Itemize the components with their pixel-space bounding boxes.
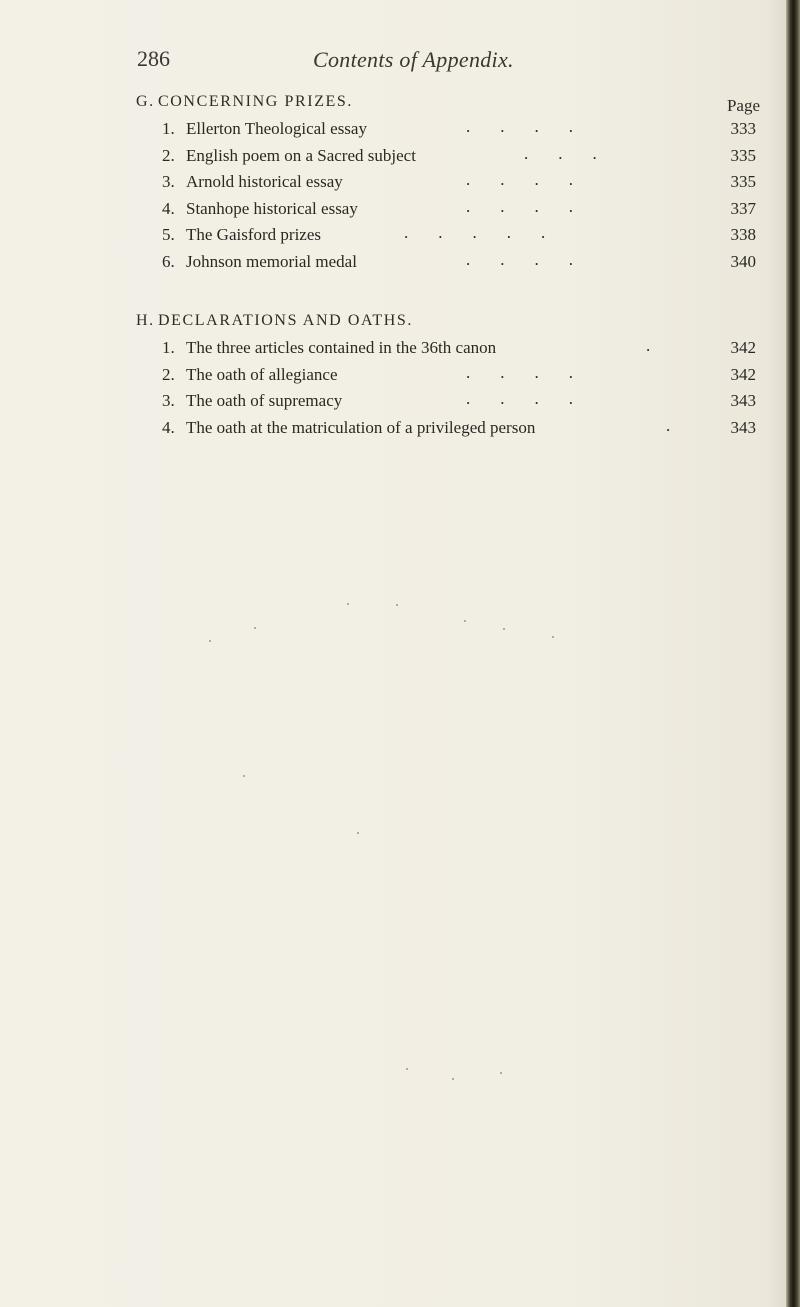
entry-title: The Gaisford prizes xyxy=(186,225,322,244)
entry-number: 5. xyxy=(162,225,175,244)
leader-dots: ... xyxy=(524,143,627,163)
book-binding-edge xyxy=(786,0,800,1307)
page-number: 286 xyxy=(137,46,170,71)
section-declarations-and-oaths xyxy=(136,307,766,441)
running-head xyxy=(137,46,757,76)
entry-page: 333 xyxy=(730,119,756,138)
entry-page: 342 xyxy=(730,364,756,384)
entry-page: 337 xyxy=(730,198,756,218)
section-letter: H. xyxy=(136,312,155,329)
list-item xyxy=(136,143,766,170)
entry-page: 342 xyxy=(730,338,756,357)
section-title: CONCERNING PRIZES. xyxy=(158,93,354,110)
leader-dots: . xyxy=(666,415,701,435)
section-title: DECLARATIONS AND OATHS. xyxy=(158,312,414,329)
entry-page: 343 xyxy=(730,391,756,410)
list-item xyxy=(136,388,766,415)
list-item xyxy=(136,362,766,389)
entry-title: The oath of supremacy xyxy=(186,391,343,410)
entry-number: 3. xyxy=(162,391,175,410)
page-column-label: Page xyxy=(726,96,760,115)
section-letter: G. xyxy=(136,93,155,110)
leader-dots: ..... xyxy=(404,223,576,242)
leader-dots: .... xyxy=(466,362,603,382)
entry-page: 340 xyxy=(730,251,756,271)
entry-number: 1. xyxy=(162,338,175,357)
section-heading xyxy=(136,88,766,116)
entry-number: 3. xyxy=(162,172,175,191)
list-item xyxy=(136,335,766,362)
leader-dots: .... xyxy=(466,170,603,189)
entry-page: 335 xyxy=(730,172,756,191)
list-item xyxy=(136,222,766,249)
leader-dots: .... xyxy=(466,196,603,216)
entry-number: 1. xyxy=(162,119,175,138)
leader-dots: .... xyxy=(466,249,603,269)
entry-page: 338 xyxy=(730,225,756,244)
leader-dots: .... xyxy=(466,389,603,408)
leader-dots: .... xyxy=(466,117,603,136)
list-item xyxy=(136,249,766,276)
entry-number: 2. xyxy=(162,364,175,384)
entry-title: Ellerton Theological essay xyxy=(186,119,367,138)
running-head-title: Contents of Appendix. xyxy=(313,47,514,72)
list-item xyxy=(136,196,766,223)
entry-page: 343 xyxy=(730,417,756,437)
list-item xyxy=(136,116,766,143)
entry-number: 4. xyxy=(162,198,175,218)
entry-title: Arnold historical essay xyxy=(186,172,343,191)
entry-title: Johnson memorial medal xyxy=(186,251,357,271)
leader-dots: . xyxy=(646,336,681,355)
list-item xyxy=(136,169,766,196)
section-heading xyxy=(136,307,766,335)
entry-title: Stanhope historical essay xyxy=(186,198,358,218)
entry-number: 6. xyxy=(162,251,175,271)
entry-title: The three articles contained in the 36th canon xyxy=(186,338,497,357)
entry-page: 335 xyxy=(730,145,756,165)
entry-number: 4. xyxy=(162,417,175,437)
entry-number: 2. xyxy=(162,145,175,165)
list-item xyxy=(136,415,766,442)
section-concerning-prizes xyxy=(136,88,766,275)
entry-title: The oath at the matriculation of a privileged person xyxy=(186,417,536,437)
entry-title: The oath of allegiance xyxy=(186,364,338,384)
entry-title: English poem on a Sacred subject xyxy=(186,145,416,165)
